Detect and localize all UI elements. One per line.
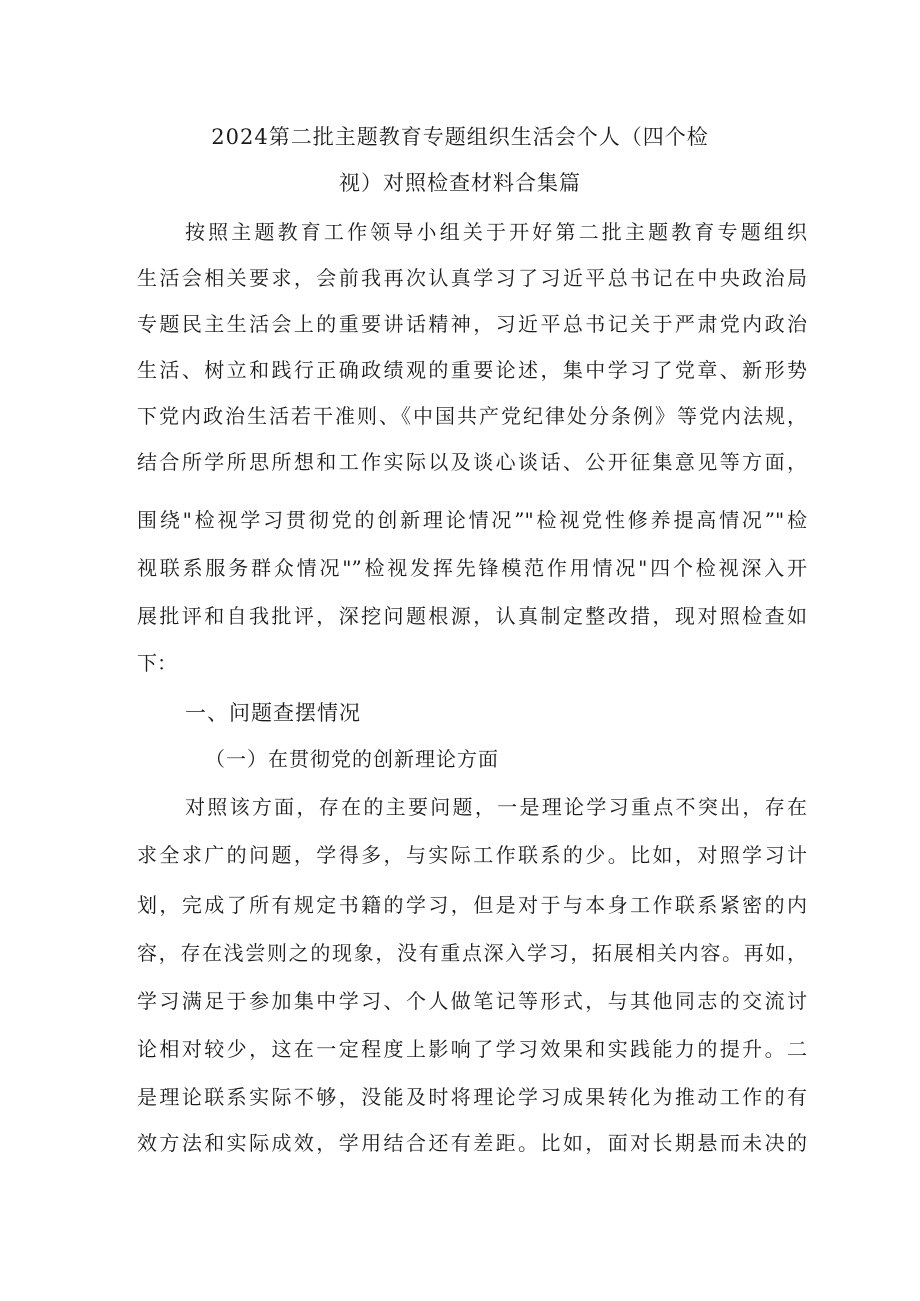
intro-paragraph-line: 下： bbox=[137, 651, 177, 675]
document-title-line-1: 2024第二批主题教育专题组织生活会个人（四个检 bbox=[211, 125, 709, 149]
intro-paragraph-line: 生活、树立和践行正确政绩观的重要论述，集中学习了党章、新形势 bbox=[137, 358, 807, 382]
subsection-heading: （一）在贯彻党的创新理论方面 bbox=[205, 747, 499, 771]
intro-paragraph-line: 展批评和自我批评，深挖问题根源，认真制定整改措，现对照检查如 bbox=[137, 604, 807, 628]
body-paragraph-line: 学习满足于参加集中学习、个人做笔记等形式，与其他同志的交流讨 bbox=[137, 989, 807, 1013]
intro-paragraph-line: 下党内政治生活若干准则、《中国共产党纪律处分条例》等党内法规， bbox=[137, 404, 807, 428]
intro-paragraph-line: 围绕"检视学习贯彻党的创新理论情况”"检视党性修养提高情况”"检 bbox=[137, 508, 807, 532]
body-paragraph-line: 求全求广的问题，学得多，与实际工作联系的少。比如，对照学习计 bbox=[137, 843, 807, 867]
body-paragraph-line: 容，存在浅尝则之的现象，没有重点深入学习，拓展相关内容。再如， bbox=[137, 941, 807, 965]
body-paragraph-line: 论相对较少，这在一定程度上影响了学习效果和实践能力的提升。二 bbox=[137, 1037, 807, 1061]
body-paragraph-line: 效方法和实际成效，学用结合还有差距。比如，面对长期悬而未决的 bbox=[137, 1131, 807, 1155]
intro-paragraph-line: 视联系服务群众情况"”检视发挥先锋模范作用情况"四个检视深入开 bbox=[137, 556, 807, 580]
body-paragraph-line: 划，完成了所有规定书籍的学习，但是对于与本身工作联系紧密的内 bbox=[137, 893, 807, 917]
section-heading: 一、问题查摆情况 bbox=[185, 701, 361, 725]
body-paragraph-line: 是理论联系实际不够，没能及时将理论学习成果转化为推动工作的有 bbox=[137, 1085, 807, 1109]
document-title-line-2: 视）对照检查材料合集篇 bbox=[339, 171, 581, 195]
body-paragraph-line: 对照该方面，存在的主要问题，一是理论学习重点不突出，存在 bbox=[185, 795, 807, 819]
intro-paragraph-line: 按照主题教育工作领导小组关于开好第二批主题教育专题组织 bbox=[185, 220, 807, 244]
intro-paragraph-line: 专题民主生活会上的重要讲话精神，习近平总书记关于严肃党内政治 bbox=[137, 312, 807, 336]
intro-paragraph-line: 生活会相关要求，会前我再次认真学习了习近平总书记在中央政治局 bbox=[137, 266, 807, 290]
intro-paragraph-line: 结合所学所思所想和工作实际以及谈心谈话、公开征集意见等方面， bbox=[137, 450, 807, 474]
